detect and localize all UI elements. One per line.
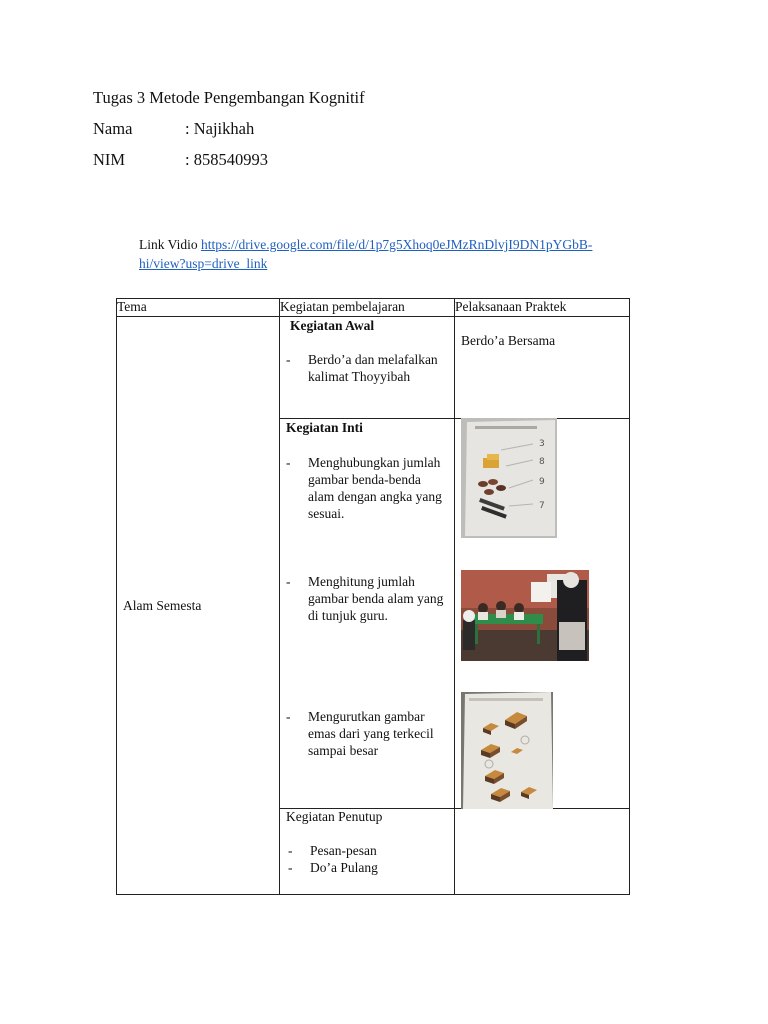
kegiatan-inti-cell [280, 419, 455, 809]
classroom-image [461, 570, 589, 661]
tema-value: Alam Semesta [123, 597, 202, 613]
video-link-url-continued[interactable]: hi/view?usp=drive_link [139, 256, 268, 271]
kegiatan-penutup-cell [280, 809, 455, 895]
list-item: - Mengurutkan gambar emas dari yang terkecil sampai besar [286, 709, 434, 758]
classroom-photo [461, 570, 589, 661]
document-title: Tugas 3 Metode Pengembangan Kognitif [93, 88, 365, 107]
worksheet-matching-image [461, 418, 557, 538]
name-value: : Najikhah [185, 119, 255, 138]
praktek-awal-text: Berdo’a Bersama [461, 333, 556, 348]
worksheet-number: 3 [539, 439, 545, 449]
header-tema: Tema [117, 299, 280, 317]
kegiatan-penutup-title: Kegiatan Penutup [286, 809, 383, 824]
kegiatan-inti-item-1: Menghubungkan jumlah gambar benda-benda alam dengan angka yang sesuai. [308, 455, 442, 521]
kegiatan-penutup-item-1: Pesan-pesan [310, 843, 377, 858]
list-item: - Menghitung jumlah gambar benda alam yang di tunjuk guru. [286, 574, 444, 623]
ordering-worksheet-photo [461, 692, 553, 809]
list-item: - Pesan-pesan [288, 843, 377, 858]
header-pelaksanaan: Pelaksanaan Praktek [455, 299, 630, 317]
header-kegiatan: Kegiatan pembelajaran [280, 299, 455, 317]
kegiatan-penutup-item-2: Do’a Pulang [310, 860, 378, 875]
list-item: - Berdo’a dan melafalkan kalimat Thoyyibah [286, 352, 438, 384]
nim-label: NIM [93, 150, 126, 169]
kegiatan-awal-title: Kegiatan Awal [290, 318, 375, 333]
list-item: - Menghubungkan jumlah gambar benda-benda alam dengan angka yang sesuai. [286, 455, 442, 521]
ordering-worksheet-image [461, 692, 553, 809]
kegiatan-awal-cell [280, 317, 455, 419]
name-label: Nama [93, 119, 133, 138]
worksheet-number: 9 [539, 477, 545, 487]
kegiatan-inti-item-3: Mengurutkan gambar emas dari yang terkecil sampai besar [308, 709, 434, 758]
kegiatan-inti-title: Kegiatan Inti [286, 420, 363, 435]
tema-cell [117, 317, 280, 895]
worksheet-matching-photo [461, 418, 557, 538]
list-item: - Do’a Pulang [288, 860, 378, 875]
praktek-penutup-cell [455, 809, 630, 895]
kegiatan-inti-item-2: Menghitung jumlah gambar benda alam yang di tunjuk guru. [308, 574, 444, 623]
kegiatan-awal-item: Berdo’a dan melafalkan kalimat Thoyyibah [308, 352, 438, 384]
video-link-block [139, 235, 592, 273]
nim-value: : 858540993 [185, 150, 268, 169]
worksheet-number: 8 [539, 457, 545, 467]
video-link-url[interactable]: https://drive.google.com/file/d/1p7g5Xhoq0eJMzRnDlvjI9DN1pYGbB- [200, 237, 593, 252]
praktek-awal-cell [455, 317, 630, 419]
video-link-label: Link Vidio [139, 237, 198, 252]
worksheet-number: 7 [539, 501, 545, 511]
